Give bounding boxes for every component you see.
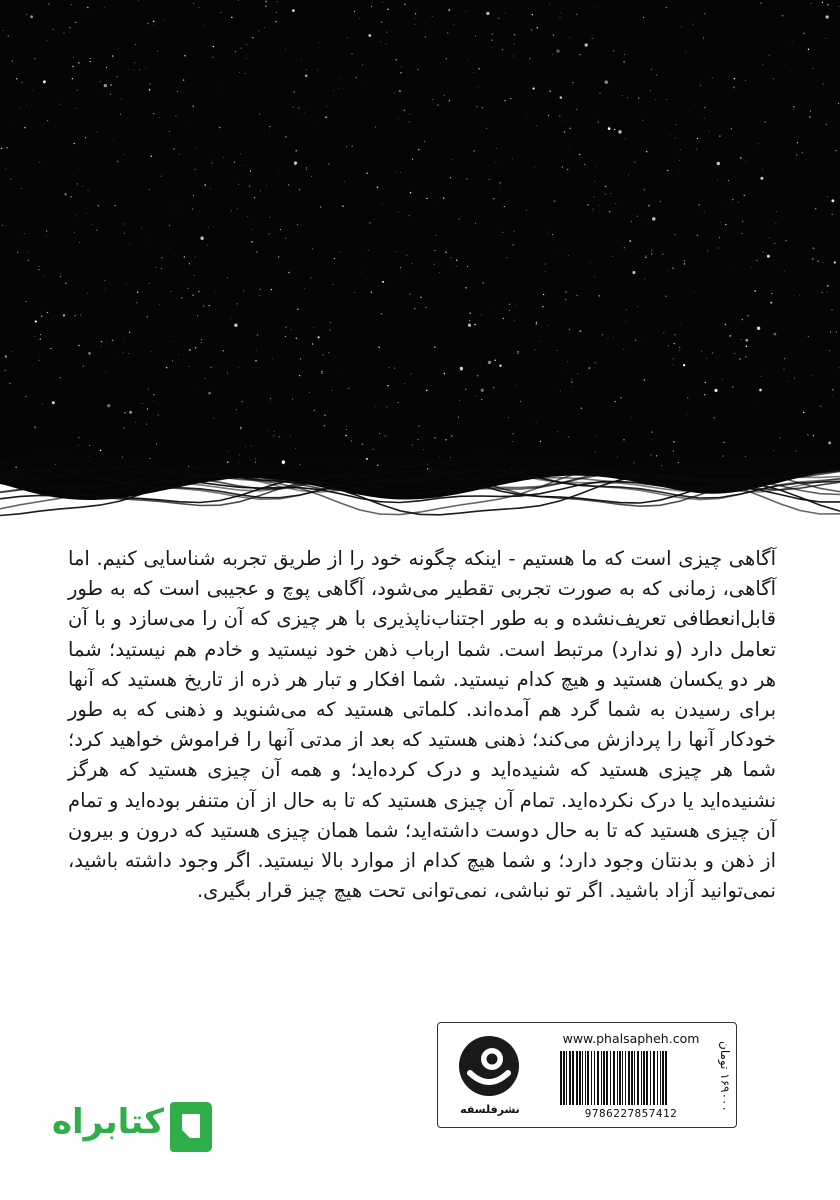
barcode-image	[556, 1051, 706, 1105]
publisher-name: نشرفلسفه	[460, 1103, 520, 1116]
isbn-number: 9786227857412	[584, 1107, 678, 1120]
price-label: ۱۶۹۰۰۰ تومان	[718, 1040, 732, 1112]
publisher-url: www.phalsapheh.com	[562, 1031, 700, 1046]
ketabrah-logo-icon	[166, 1098, 216, 1160]
phalsapheh-logo-icon	[456, 1033, 522, 1103]
ketabrah-watermark	[38, 1098, 218, 1158]
barcode-box	[437, 1022, 737, 1128]
back-cover-blurb: آگاهی چیزی است که ما هستیم - اینکه چگونه خود را از طریق تجربه شناسایی کنیم. اما آگاهی، زمانی که به صورت تجربی تقطیر می‌شود، آگاهی پوچ و عجیبی است که به طور قابل‌انعطافی تعریف‌نشده و به طور اجتناب‌ناپذیری با هر چیزی که آن را می‌سازد و با آن تعامل دارد (و ندارد) مرتبط است. شما ارباب ذهن خود نیستید و خادم هم نیستید؛ شما هر دو یکسان هستید و هیچ کدام نیستید. شما افکار و تبار هر ذره از تاریخ هستید که آنها برای رسیدن به شما گرد هم آمده‌اند. کلماتی هستید که می‌شنوید و ذهنی که به طور خودکار آنها را پردازش می‌کند؛ ذهنی هستید که بعد از مدتی آنها را فراموش خواهید کرد؛ شما هر چیزی هستید که شنیده‌اید و درک کرده‌اید؛ و همه آن چیزی هستید که هرگز نشنیده‌اید یا درک نکرده‌اید. تمام آن چیزی هستید که تا به حال از آن متنفر بوده‌اید و تمام آن چیزی هستید که تا به حال دوست داشته‌اید؛ شما همان چیزی هستید که درون و بیرون از ذهن و بدنتان وجود دارد؛ و شما هیچ کدام از موارد بالا نیستید. اگر وجود داشته باشید، نمی‌توانید آزاد باشید. اگر تو نباشی، نمی‌توانی تحت هیچ چیز قرار بگیری.	[68, 547, 776, 903]
starfield-cover-image	[0, 0, 840, 540]
ketabrah-name: کتابراه	[51, 1102, 164, 1142]
